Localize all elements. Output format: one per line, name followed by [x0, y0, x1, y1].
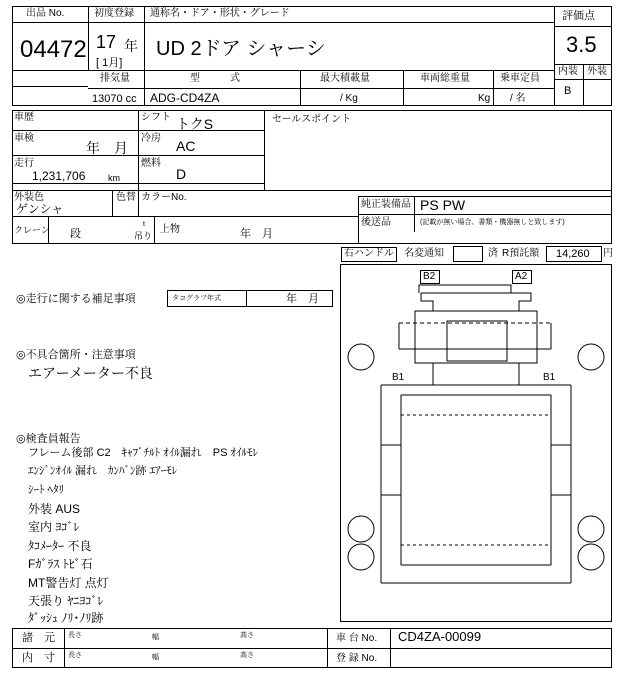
lift-label: 吊り	[134, 231, 153, 241]
inspector-line: ｴﾝｼﾞﾝｵｲﾙ 漏れ ｶﾝﾊﾞﾝ跡 ｴｱｰﾓﾚ	[28, 465, 178, 477]
exterior-label: 外装	[587, 66, 607, 77]
interior-grade: B	[564, 85, 572, 97]
capacity-unit: / 名	[510, 93, 526, 104]
shift-label: シフト	[141, 112, 171, 123]
spec-label: 諸 元	[22, 632, 55, 644]
type-value: ADG-CD4ZA	[150, 91, 220, 105]
type-label: 型 式	[190, 73, 240, 84]
reg-month: [ 1月]	[96, 57, 123, 69]
handle-label: 右ハンドル	[344, 248, 394, 259]
height-label: 高さ	[240, 632, 254, 639]
inspector-line: ﾀﾞｯｼｭ ﾉﾘ･ﾉﾘ跡	[28, 611, 104, 625]
shift-value: トクS	[176, 116, 214, 132]
cc-label: 排気量	[100, 73, 130, 84]
inspector-line: ﾀｺﾒｰﾀｰ 不良	[28, 539, 92, 553]
inspector-line: 外装 AUS	[28, 502, 81, 516]
mileage-value: 1,231,706	[32, 169, 86, 183]
truck-diagram	[340, 264, 612, 622]
yen-label: 円	[603, 248, 613, 259]
lot-number: 04472	[20, 36, 87, 63]
score-label: 評価点	[562, 10, 595, 22]
model-label: 通称名・ドア・形状・グレード	[150, 8, 290, 19]
max-load-unit: / Kg	[340, 93, 358, 104]
color-change-label: 色替	[116, 192, 136, 203]
inspector-line: フレーム後部 C2 ｷｬﾌﾞﾁﾙﾄ ｵｲﾙ漏れ PS ｵｲﾙﾓﾚ	[28, 447, 258, 459]
deposit-label: R預託額	[502, 248, 540, 259]
interior-dim-label: 内 寸	[22, 652, 55, 664]
reg-no-label: 登 録 No.	[336, 653, 378, 664]
length-label: 長さ	[68, 652, 82, 659]
aftermarket-note: (記載が無い場合、書類・機器無しと致します)	[420, 219, 565, 226]
interior-label: 内装	[558, 66, 578, 77]
mileage-unit: km	[108, 173, 120, 183]
fuel-value: D	[176, 166, 187, 182]
inspection-label: 車検	[14, 133, 34, 144]
cc-value: 13070 cc	[92, 93, 137, 105]
gross-unit: Kg	[478, 93, 491, 104]
width-label: 幅	[152, 634, 159, 641]
name-change-box	[453, 246, 483, 262]
name-change-label: 名変通知	[404, 248, 444, 259]
color-label: 外装色	[14, 192, 44, 203]
color-value: ゲンシャ	[16, 202, 64, 216]
ac-label: 冷房	[141, 133, 161, 144]
defect-item: エアーメーター不良	[28, 365, 153, 381]
stage-label: 段	[70, 228, 81, 240]
color-code-label: カラーNo.	[141, 192, 187, 203]
chassis-label: 車 台 No.	[336, 633, 378, 644]
inspector-line: 天張り ﾔﾆﾖｺﾞﾚ	[28, 594, 104, 608]
fuel-label: 燃料	[141, 158, 161, 169]
inspector-line: Fｶﾞﾗｽ ﾄﾋﾞ石	[28, 557, 93, 571]
capacity-label: 乗車定員	[500, 73, 540, 84]
history-label: 車歴	[14, 112, 34, 123]
crane-label: クレーン	[14, 225, 50, 235]
ton-label: t	[143, 221, 145, 228]
mark-a2: A2	[515, 271, 528, 282]
mark-b1-right: B1	[543, 372, 556, 383]
ac-value: AC	[176, 138, 196, 154]
ryo-label: 済	[488, 248, 498, 259]
inspection-value: 年 月	[86, 140, 128, 156]
model-name: UD 2ドア シャーシ	[156, 38, 326, 60]
inspector-line: 室内 ﾖｺﾞﾚ	[28, 520, 80, 534]
inspector-title: ◎検査員報告	[16, 433, 81, 445]
equipment-label: 純正装備品	[361, 199, 411, 210]
mark-b1-left: B1	[392, 372, 405, 383]
truck-outline	[341, 265, 611, 621]
height-label: 高さ	[240, 652, 254, 659]
reg-year: 17	[96, 32, 117, 52]
chassis-no: CD4ZA-00099	[398, 629, 482, 644]
width-label: 幅	[152, 654, 159, 661]
max-load-label: 最大積載量	[320, 73, 370, 84]
length-label: 長さ	[68, 632, 82, 639]
pickup-label: 上物	[160, 224, 180, 235]
sales-point-label: セールスポイント	[272, 114, 352, 125]
defects-title: ◎不具合箇所・注意事項	[16, 349, 136, 361]
mark-b2: B2	[423, 271, 436, 282]
inspector-line: ｼｰﾄ ﾍﾀﾘ	[28, 484, 65, 496]
lot-label: 出品 No.	[26, 8, 65, 19]
mileage-label: 走行	[14, 158, 34, 169]
equipment-value: PS PW	[420, 197, 466, 213]
score-value: 3.5	[566, 32, 597, 57]
tacho-value: 年 月	[286, 293, 319, 305]
driving-title: ◎走行に関する補足事項	[16, 293, 136, 305]
pickup-value: 年 月	[240, 228, 273, 240]
reg-year-unit: 年	[124, 38, 138, 54]
tacho-label: タコグラフ年式	[172, 295, 221, 302]
aftermarket-label: 後送品	[361, 217, 391, 228]
deposit-value: 14,260	[556, 248, 590, 260]
inspector-line: MT警告灯 点灯	[28, 576, 109, 590]
first-reg-label: 初度登録	[94, 8, 134, 19]
gross-label: 車両総重量	[420, 73, 470, 84]
